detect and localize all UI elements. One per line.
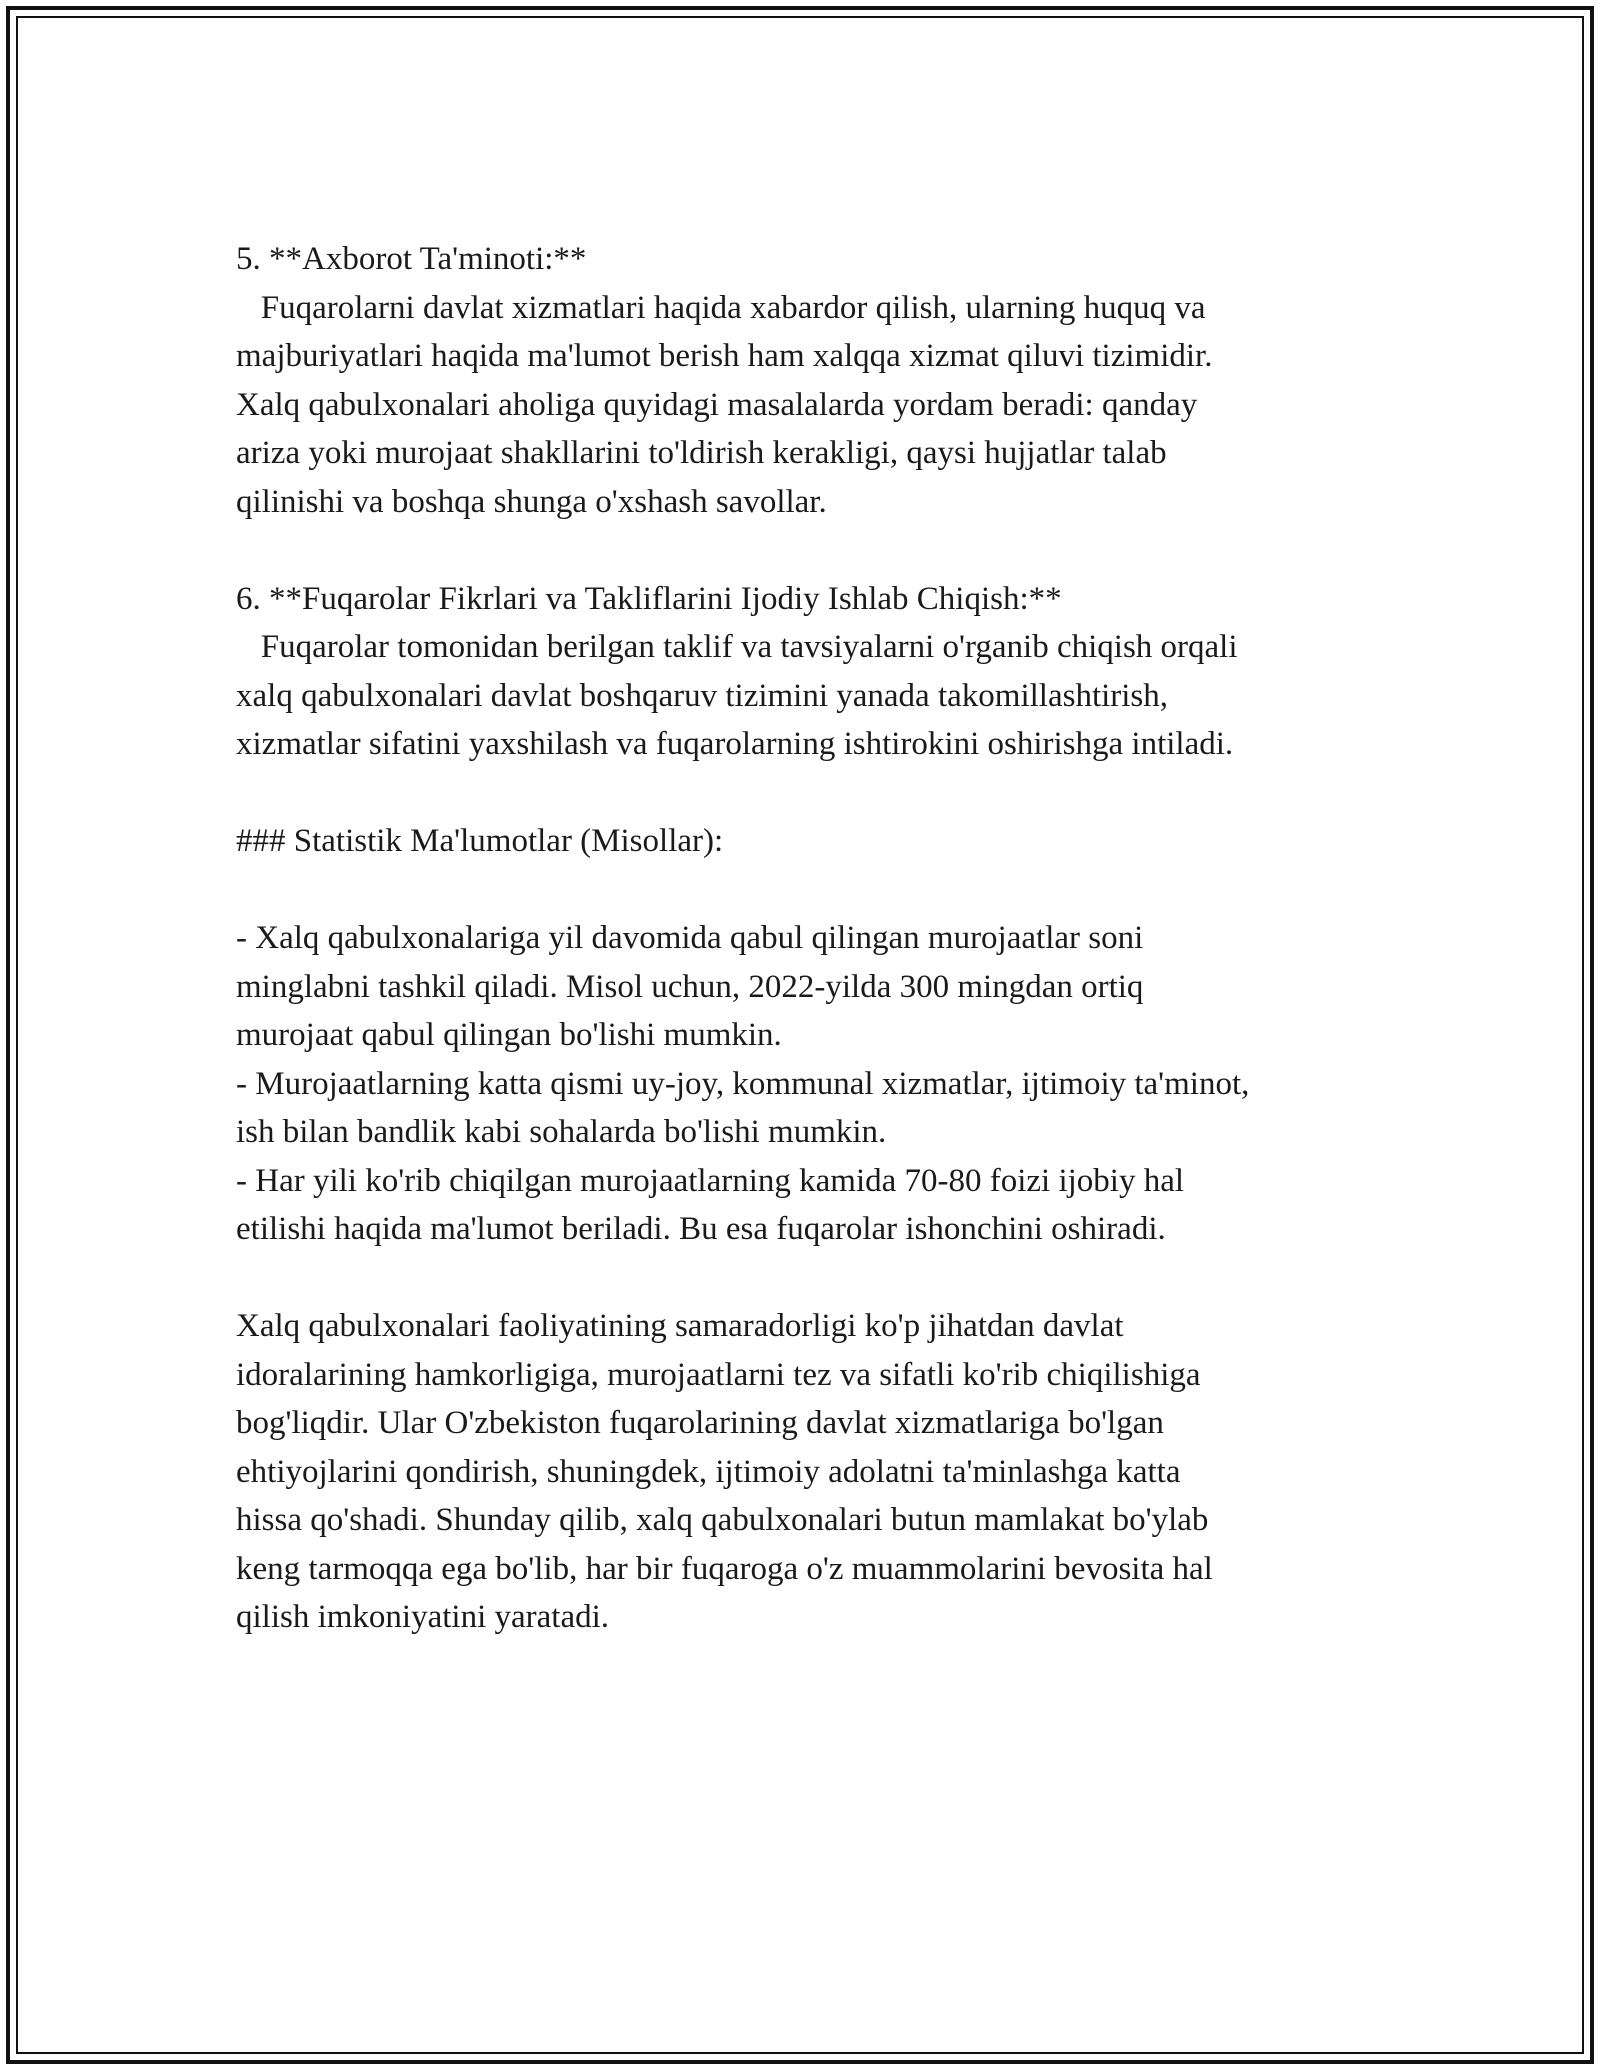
conclusion-line: Xalq qabulxonalari faoliyatining samaradorligi ko'p jihatdan davlat <box>236 1308 1124 1344</box>
stats-line: minglabni tashkil qiladi. Misol uchun, 2022-yilda 300 mingdan ortiq <box>236 968 1144 1005</box>
paragraph-line: xalq qabulxonalari davlat boshqaruv tizimini yanada takomillashtirish, <box>236 677 1169 714</box>
section-statistics <box>236 817 1386 1254</box>
paragraph-line: Fuqarolar tomonidan berilgan taklif va tavsiyalarni o'rganib chiqish orqali <box>236 629 1238 665</box>
stats-line: ish bilan bandlik kabi sohalarda bo'lishi mumkin. <box>236 1114 887 1150</box>
conclusion-line: ehtiyojlarini qondirish, shuningdek, ijtimoiy adolatni ta'minlashga katta <box>236 1453 1181 1490</box>
stats-line: - Har yili ko'rib chiqilgan murojaatlarning kamida 70-80 foizi ijobiy hal <box>236 1162 1185 1199</box>
section-axborot-taminoti <box>236 235 1386 526</box>
conclusion-line: idoralarining hamkorligiga, murojaatlarni tez va sifatli ko'rib chiqilishiga <box>236 1356 1201 1393</box>
blank-line <box>236 1254 1386 1303</box>
stats-line: murojaat qabul qilingan bo'lishi mumkin. <box>236 1017 782 1053</box>
conclusion-line: keng tarmoqqa ega bo'lib, har bir fuqaroga o'z muammolarini bevosita hal <box>236 1550 1213 1587</box>
paragraph-line: qilinishi va boshqa shunga o'xshash savollar. <box>236 483 827 520</box>
section-heading: 5. **Axborot Ta'minoti:** <box>236 241 587 277</box>
paragraph-line: majburiyatlari haqida ma'lumot berish ham xalqqa xizmat qiluvi tizimidir. <box>236 338 1213 374</box>
section-heading: 6. **Fuqarolar Fikrlari va Takliflarini Ijodiy Ishlab Chiqish:** <box>236 580 1062 617</box>
stats-line: - Xalq qabulxonalariga yil davomida qabul qilingan murojaatlar soni <box>236 920 1144 956</box>
conclusion-line: hissa qo'shadi. Shunday qilib, xalq qabulxonalari butun mamlakat bo'ylab <box>236 1502 1209 1538</box>
paragraph-line: xizmatlar sifatini yaxshilash va fuqarolarning ishtirokini oshirishga intiladi. <box>236 726 1234 762</box>
section-conclusion <box>236 1302 1386 1642</box>
paragraph-line: Fuqarolarni davlat xizmatlari haqida xabardor qilish, ularning huquq va <box>236 289 1206 326</box>
conclusion-line: bog'liqdir. Ular O'zbekiston fuqarolarining davlat xizmatlariga bo'lgan <box>236 1405 1164 1441</box>
stats-line: etilishi haqida ma'lumot beriladi. Bu esa fuqarolar ishonchini oshiradi. <box>236 1211 1166 1247</box>
stats-line: - Murojaatlarning katta qismi uy-joy, kommunal xizmatlar, ijtimoiy ta'minot, <box>236 1065 1250 1102</box>
conclusion-line: qilish imkoniyatini yaratadi. <box>236 1599 610 1635</box>
paragraph-line: ariza yoki murojaat shakllarini to'ldirish kerakligi, qaysi hujjatlar talab <box>236 435 1167 471</box>
stats-heading: ### Statistik Ma'lumotlar (Misollar): <box>236 823 724 859</box>
blank-line <box>236 769 1386 818</box>
document-body <box>236 235 1386 1642</box>
paragraph-line: Xalq qabulxonalari aholiga quyidagi masalalarda yordam beradi: qanday <box>236 386 1198 423</box>
section-fuqarolar-fikrlari <box>236 575 1386 769</box>
blank-line <box>236 866 1386 915</box>
blank-line <box>236 526 1386 575</box>
